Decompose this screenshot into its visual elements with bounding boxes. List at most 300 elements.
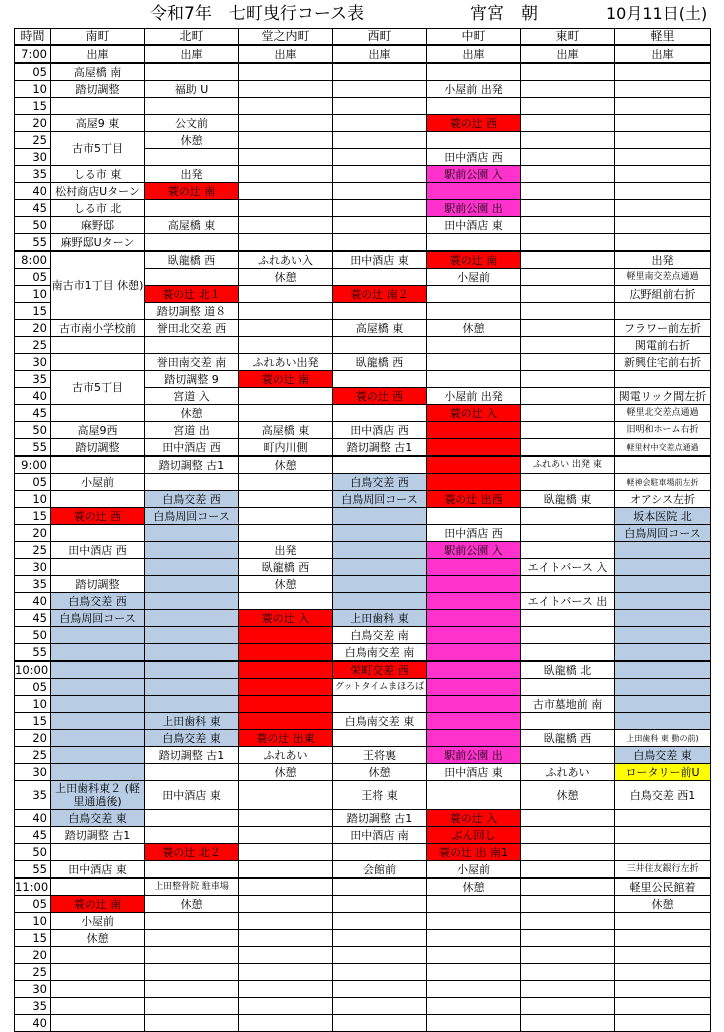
cell [427,981,521,998]
cell [615,827,711,844]
cell: 高屋橋 東 [333,320,427,337]
cell: 田中酒店 西 [427,525,521,542]
cell [427,913,521,930]
cell: 小屋前 出発 [427,388,521,405]
cell [521,713,615,730]
cell [145,827,239,844]
cell: 古市5丁目 [51,132,145,166]
cell: 王将裏 [333,747,427,764]
col-header-kita: 北町 [145,29,239,46]
table-row [15,559,711,576]
cell [521,115,615,132]
cell [239,896,333,913]
cell: ふれあい 出発 東 [521,456,615,474]
page-title: 令和7年 七町曳行コース表 [150,4,364,24]
cell [615,913,711,930]
cell [239,474,333,491]
table-row [15,422,711,439]
cell [51,491,145,508]
cell: 宮道 出 [145,422,239,439]
cell: 蓑の辻 西 [51,508,145,525]
cell [521,132,615,149]
time-cell: 50 [15,844,51,861]
cell [239,593,333,610]
table-row [15,337,711,354]
time-cell: 20 [15,730,51,747]
cell [145,234,239,252]
cell [333,405,427,422]
cell [51,878,145,896]
cell: 駅前公園 出 [427,747,521,764]
cell [239,981,333,998]
cell [239,388,333,405]
cell: 出庫 [239,45,333,63]
time-cell: 15 [15,713,51,730]
cell [333,217,427,234]
table-row [15,913,711,930]
cell: 軽神会駐車場前左折 [615,474,711,491]
cell [51,713,145,730]
cell: 高屋橋 東 [145,217,239,234]
schedule-table [14,28,711,1032]
cell: 会館前 [333,861,427,879]
cell [239,508,333,525]
cell [521,81,615,98]
cell [521,878,615,896]
cell [239,781,333,810]
cell: 田中酒店 西 [51,542,145,559]
header-row [15,29,711,46]
cell: 踏切調整 古1 [333,439,427,457]
cell [615,149,711,166]
cell: 田中酒店 東 [51,861,145,879]
cell: 踏切調整 道８ [145,303,239,320]
time-cell: 45 [15,827,51,844]
time-cell: 20 [15,115,51,132]
cell: 駅前公園 出 [427,200,521,217]
time-cell: 35 [15,998,51,1015]
table-row [15,354,711,371]
time-cell: 35 [15,576,51,593]
cell: 関電前右折 [615,337,711,354]
time-cell: 40 [15,810,51,827]
cell: 駅前公園 入 [427,166,521,183]
cell: 白鳥周回コース [51,610,145,627]
cell [51,679,145,696]
time-cell: 30 [15,981,51,998]
cell [333,132,427,149]
cell [51,354,145,371]
time-cell: 15 [15,930,51,947]
time-cell: 20 [15,320,51,337]
cell: 踏切調整 [51,81,145,98]
table-row [15,45,711,63]
cell [333,234,427,252]
cell: 田中酒店 南 [333,827,427,844]
cell: 出庫 [521,45,615,63]
cell [239,525,333,542]
cell [145,661,239,679]
table-row [15,610,711,627]
cell: 白鳥交差 南 [333,627,427,644]
cell [521,525,615,542]
cell: 出庫 [615,45,711,63]
cell: 臥龍橋 西 [333,354,427,371]
time-cell: 10 [15,286,51,303]
cell: 高屋橋 東 [239,422,333,439]
cell [333,998,427,1015]
cell [427,183,521,200]
cell [521,998,615,1015]
cell: 出庫 [333,45,427,63]
cell [51,405,145,422]
table-row [15,576,711,593]
cell: 白鳥交差 西 [333,474,427,491]
cell [333,508,427,525]
cell [521,149,615,166]
cell: 臥龍橋 東 [521,491,615,508]
cell [615,115,711,132]
cell [239,63,333,81]
time-cell: 10 [15,491,51,508]
table-row [15,234,711,252]
cell [427,234,521,252]
time-cell: 55 [15,644,51,662]
cell [521,286,615,303]
cell: 誉田北交差 西 [145,320,239,337]
cell: 蓑の辻 北２ [145,844,239,861]
cell: 田中酒店 東 [333,251,427,269]
table-row [15,439,711,457]
cell: 旧明和ホーム右折 [615,422,711,439]
cell: 軽里北交差点通過 [615,405,711,422]
cell [239,200,333,217]
cell [239,679,333,696]
cell [427,456,521,474]
cell [427,508,521,525]
cell [51,764,145,781]
cell: 休憩 [145,896,239,913]
cell [521,844,615,861]
col-header-minami: 南町 [51,29,145,46]
time-cell: 30 [15,354,51,371]
cell: 踏切調整 古1 [51,827,145,844]
cell [615,679,711,696]
cell: 白鳥南交差 南 [333,644,427,662]
cell: 蓑の辻 出西 [427,491,521,508]
cell [51,559,145,576]
cell [333,981,427,998]
col-header-nishi: 西町 [333,29,427,46]
page-date: 10月11日(土) [606,4,708,23]
cell [615,303,711,320]
table-row [15,878,711,896]
cell [333,269,427,286]
cell [521,1015,615,1032]
cell [145,913,239,930]
cell [239,166,333,183]
cell [521,981,615,998]
cell: ぶん回し [427,827,521,844]
time-cell: 15 [15,98,51,115]
cell [427,947,521,964]
cell [239,947,333,964]
col-header-time: 時間 [15,29,51,46]
table-row [15,405,711,422]
cell [239,320,333,337]
time-cell: 15 [15,508,51,525]
cell: 高屋9 東 [51,115,145,132]
time-cell: 10 [15,81,51,98]
cell [239,303,333,320]
table-row [15,696,711,713]
cell [521,747,615,764]
cell: 高屋橋 南 [51,63,145,81]
cell [427,439,521,457]
time-cell: 30 [15,149,51,166]
cell: 出発 [239,542,333,559]
cell: 松村商店Uターン [51,183,145,200]
cell [239,115,333,132]
table-row [15,896,711,913]
cell: 踏切調整 古1 [145,456,239,474]
table-row [15,764,711,781]
cell [427,576,521,593]
time-cell: 05 [15,269,51,286]
cell: 蓑の辻 入 [427,405,521,422]
cell [239,183,333,200]
cell [615,981,711,998]
cell [239,713,333,730]
cell [521,896,615,913]
cell [51,456,145,474]
cell: 高屋9西 [51,422,145,439]
cell [521,827,615,844]
cell [145,998,239,1015]
cell [239,149,333,166]
cell: ロータリー前U [615,764,711,781]
cell: 白鳥交差 西1 [615,781,711,810]
cell: 上田歯科 東 [333,610,427,627]
cell [521,947,615,964]
cell [521,371,615,388]
cell: 踏切調整 [51,576,145,593]
cell: 出庫 [427,45,521,63]
cell: エイトバース 入 [521,559,615,576]
table-row [15,730,711,747]
cell: 上田歯科 東 動の前) [615,730,711,747]
cell [333,913,427,930]
cell [427,627,521,644]
cell [521,576,615,593]
cell: 小屋前 出発 [427,81,521,98]
cell [239,627,333,644]
cell: 古市墓地前 南 [521,696,615,713]
cell [145,810,239,827]
cell [333,98,427,115]
cell [239,827,333,844]
table-row [15,1015,711,1032]
cell [521,98,615,115]
cell [521,861,615,879]
time-cell: 40 [15,183,51,200]
cell [615,217,711,234]
cell: 栄町交差 西 [333,661,427,679]
cell [333,456,427,474]
cell: 蓑の辻 出 南1 [427,844,521,861]
cell [521,217,615,234]
cell: 麻野邸 [51,217,145,234]
cell [333,964,427,981]
cell [427,422,521,439]
cell: 白鳥交差 東 [615,747,711,764]
col-header-higashi: 東町 [521,29,615,46]
cell [239,234,333,252]
cell [239,810,333,827]
cell: 休憩 [51,930,145,947]
cell: 小屋前 [427,269,521,286]
cell [333,896,427,913]
time-cell: 10:00 [15,661,51,679]
cell [51,947,145,964]
cell [427,781,521,810]
cell [51,998,145,1015]
cell [615,63,711,81]
cell: フラワー前左折 [615,320,711,337]
cell [427,371,521,388]
cell [427,337,521,354]
cell [333,696,427,713]
cell [521,644,615,662]
cell: 軽里公民館着 [615,878,711,896]
cell [145,200,239,217]
cell [333,81,427,98]
cell: 田中酒店 東 [427,217,521,234]
cell [615,998,711,1015]
cell [239,286,333,303]
time-cell: 20 [15,947,51,964]
table-row [15,200,711,217]
cell: 休憩 [239,576,333,593]
cell: 休憩 [521,781,615,810]
cell: 王将 東 [333,781,427,810]
cell [239,81,333,98]
time-cell: 35 [15,166,51,183]
cell [615,627,711,644]
cell [615,559,711,576]
cell [615,132,711,149]
cell [427,998,521,1015]
cell [427,303,521,320]
cell: 蓑の辻 出東 [239,730,333,747]
cell [521,251,615,269]
time-cell: 55 [15,439,51,457]
cell [521,508,615,525]
cell [521,183,615,200]
cell [239,913,333,930]
cell: 踏切調整 古1 [145,747,239,764]
cell [427,354,521,371]
cell: 蓑の辻 入 [427,810,521,827]
cell: 上田歯科東２ (軽里通過後) [51,781,145,810]
cell [521,474,615,491]
cell: グットタイムまほろば [333,679,427,696]
cell [615,200,711,217]
table-row [15,166,711,183]
cell [521,627,615,644]
table-row [15,132,711,149]
cell [333,166,427,183]
cell: 上田整骨院 駐車場 [145,878,239,896]
cell [521,913,615,930]
cell: 臥龍橋 西 [521,730,615,747]
time-cell: 45 [15,405,51,422]
time-cell: 25 [15,337,51,354]
table-row [15,525,711,542]
cell [333,576,427,593]
table-row [15,661,711,679]
cell: ふれあい [521,764,615,781]
table-row [15,930,711,947]
cell [521,964,615,981]
cell [615,713,711,730]
cell [333,730,427,747]
page-subtitle: 宵宮 朝 [470,4,538,24]
cell [333,371,427,388]
cell: 白鳥周回コース [615,525,711,542]
table-row [15,627,711,644]
table-row [15,981,711,998]
time-cell: 55 [15,234,51,252]
cell [145,930,239,947]
cell [615,844,711,861]
cell [615,166,711,183]
cell [615,234,711,252]
table-row [15,827,711,844]
cell [333,930,427,947]
table-row [15,320,711,337]
cell: 蓑の辻 西 [333,388,427,405]
cell [145,98,239,115]
cell [427,930,521,947]
cell [427,474,521,491]
cell [333,947,427,964]
cell [615,98,711,115]
cell: 出発 [615,251,711,269]
time-cell: 25 [15,542,51,559]
table-row [15,947,711,964]
col-header-karusato: 軽里 [615,29,711,46]
cell [145,63,239,81]
cell: 麻野邸Uターン [51,234,145,252]
cell [145,981,239,998]
cell [615,661,711,679]
cell: 蓑の辻 南 [145,183,239,200]
cell [521,166,615,183]
table-row [15,644,711,662]
cell: 田中酒店 東 [427,764,521,781]
time-cell: 30 [15,764,51,781]
cell [145,947,239,964]
table-row [15,456,711,474]
cell: 軽里村中交差点通過 [615,439,711,457]
time-cell: 7:00 [15,45,51,63]
cell [51,747,145,764]
cell [145,861,239,879]
cell [51,844,145,861]
cell [51,644,145,662]
cell [615,593,711,610]
